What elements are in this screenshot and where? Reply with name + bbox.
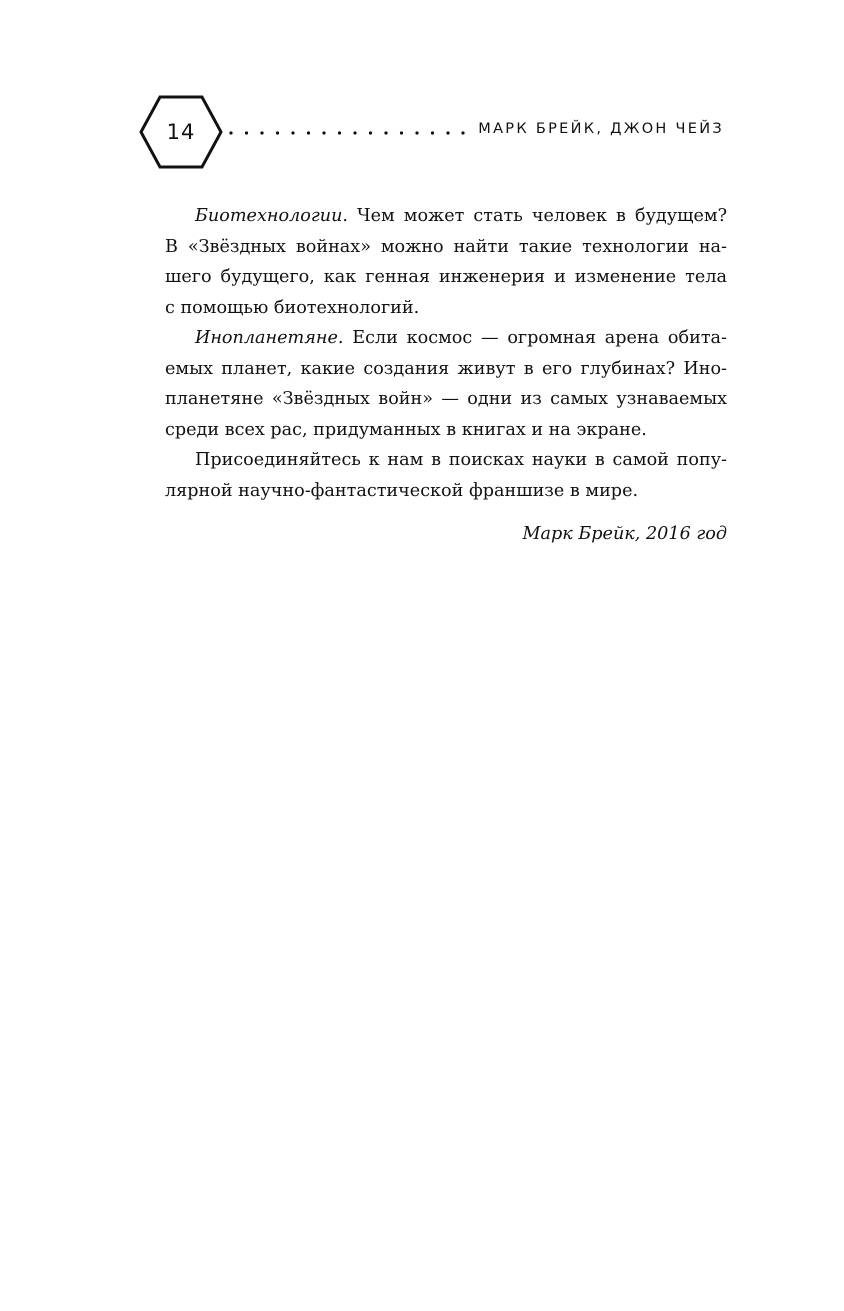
main-text — [165, 201, 727, 550]
paragraph-join-line-1: Присоединяйтесь к нам в поисках науки в самой попу- — [195, 450, 727, 470]
paragraph-aliens-line-2: емых планет, какие создания живут в его глубинах? Ино- — [165, 358, 727, 379]
term-biotech: Биотехнологии. — [195, 206, 348, 226]
paragraph-aliens-line-3: планетяне «Звёздных войн» — одни из самых узнаваемых — [165, 389, 727, 409]
paragraph-biotech-line-1 — [165, 201, 727, 232]
page-header — [0, 0, 844, 200]
text-span: Если космос — огромная арена обита- — [343, 328, 727, 348]
term-aliens: Инопланетяне. — [195, 328, 344, 348]
signature: Марк Брейк, 2016 год — [522, 524, 727, 544]
paragraph-join-line-2: лярной научно-фантастической франшизе в мире. — [165, 480, 639, 501]
running-head: МАРК БРЕЙК, ДЖОН ЧЕЙЗ — [478, 121, 724, 137]
text-span: Чем может стать человек в будущем? — [348, 206, 727, 226]
paragraph-aliens-line-4: среди всех рас, придуманных в книгах и на экране. — [165, 419, 647, 440]
paragraph-biotech-line-3: шего будущего, как генная инженерия и изменение тела — [165, 267, 727, 287]
page-number: 14 — [166, 120, 196, 144]
paragraph-biotech-line-4: с помощью биотехнологий. — [165, 297, 420, 318]
leader-dots — [228, 128, 466, 138]
paragraph-biotech-line-2: В «Звёздных войнах» можно найти такие технологии на- — [165, 236, 727, 257]
paragraph-aliens-line-1 — [165, 323, 727, 354]
